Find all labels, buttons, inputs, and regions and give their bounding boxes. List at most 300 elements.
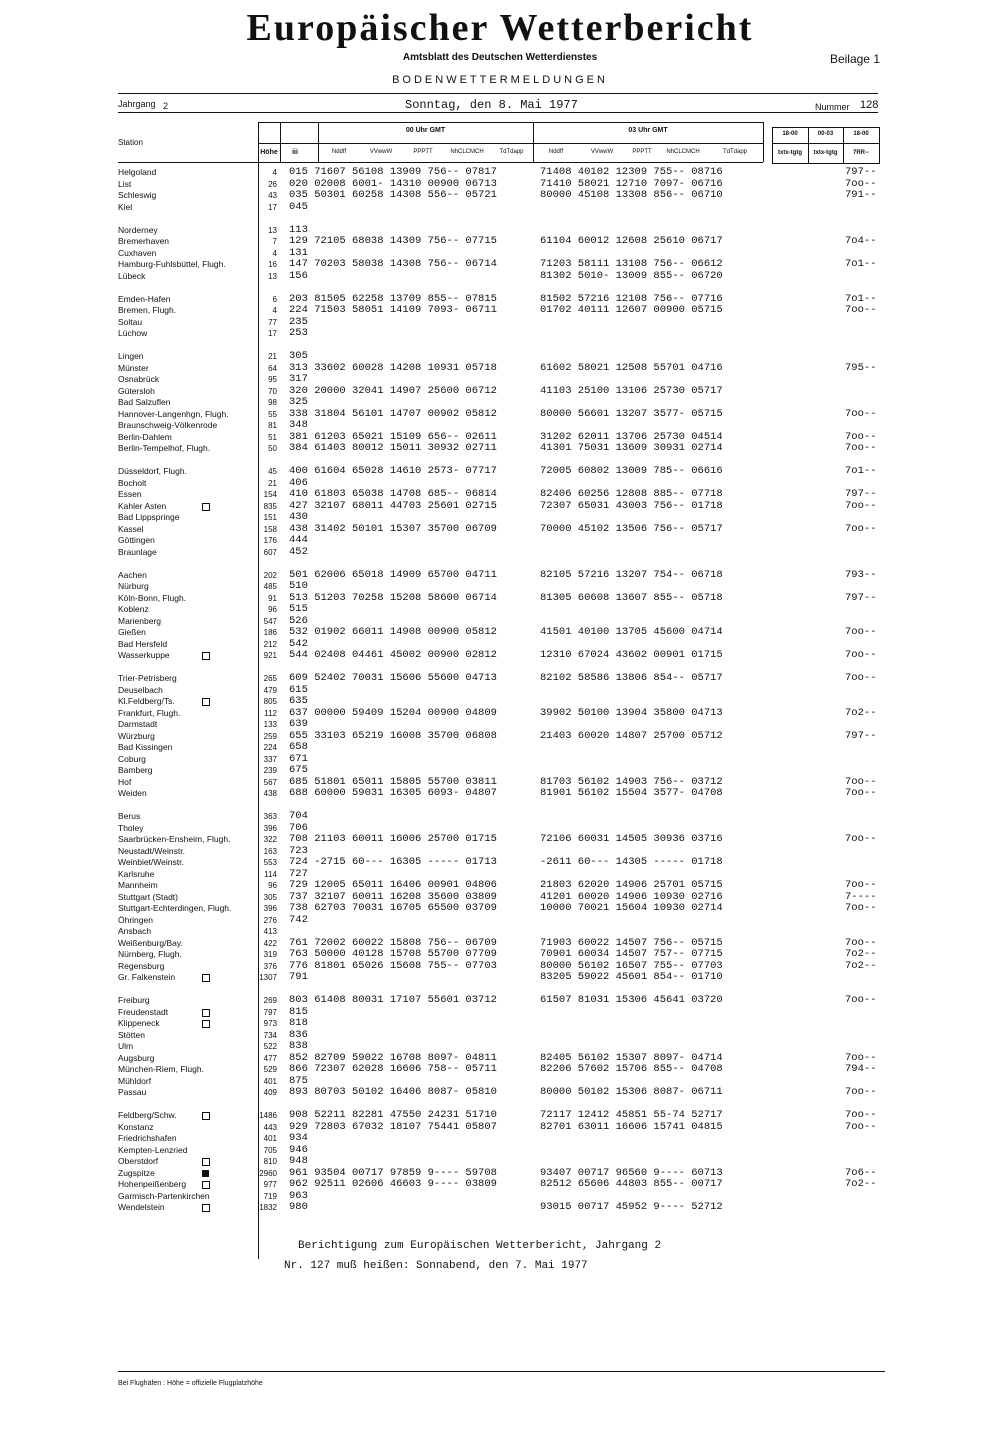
station-name-text: München-Riem, Flugh.	[118, 1064, 204, 1074]
obs-00-group: 203 81505 62258 13709 855-- 07815	[289, 292, 497, 305]
station-name-text: Lingen	[118, 351, 144, 361]
obs-00-group: 838	[289, 1040, 308, 1052]
station-name-text: Würzburg	[118, 730, 155, 741]
extremes-group: 797--	[845, 729, 877, 742]
station-name	[118, 420, 217, 432]
station-name-text: Bad Salzuflen	[118, 397, 171, 407]
obs-00-group: 893 80703 50102 16406 8087- 05810	[289, 1086, 497, 1098]
extremes-group: 791--	[845, 189, 877, 201]
extremes-top-3: 18-00	[853, 131, 869, 137]
station-name	[118, 1018, 160, 1030]
station-name-text: Nürburg	[118, 581, 149, 591]
extremes-group: 7oo--	[845, 787, 877, 799]
station-height: 98	[268, 398, 277, 407]
station-name	[118, 374, 159, 386]
station-row	[0, 512, 1000, 524]
extremes-group: 7oo--	[845, 430, 877, 443]
station-height: 522	[263, 1042, 277, 1051]
supplement-label: Beilage 1	[829, 52, 880, 66]
station-name	[118, 915, 153, 927]
obs-00-group: 729 12005 65011 16406 00901 04806	[289, 879, 497, 891]
station-height: 6	[272, 294, 277, 304]
station-name-text: Oberstdorf	[118, 1156, 159, 1166]
number-label: Nummer	[815, 102, 850, 112]
station-name	[118, 823, 144, 835]
obs-03-group: 93407 00717 96560 9---- 60713	[540, 1166, 723, 1179]
extremes-group: 7oo--	[845, 626, 877, 638]
issue-date: Sonntag, den 8. Mai 1977	[405, 98, 578, 112]
header-rule-top	[118, 93, 878, 94]
extremes-group: 7oo--	[845, 177, 877, 190]
station-name-text: Tholey	[118, 822, 144, 833]
station-row	[0, 489, 1000, 501]
station-name	[118, 259, 226, 271]
station-name	[118, 834, 230, 846]
station-height: 13	[268, 225, 277, 235]
mountain-station-icon	[202, 1181, 210, 1189]
station-row	[0, 1179, 1000, 1191]
station-name	[118, 409, 229, 421]
obs-03-group: 71903 60022 14507 756-- 05715	[540, 936, 723, 949]
station-name	[118, 788, 147, 800]
station-name-text: Göttingen	[118, 535, 155, 545]
station-name-text: Braunschweig-Völkenrode	[118, 420, 218, 430]
station-height: 319	[263, 950, 277, 959]
obs-00-group: 929 72803 67032 18107 75441 05807	[289, 1120, 497, 1133]
station-name-text: Bocholt	[118, 477, 147, 488]
station-height: 547	[263, 616, 277, 626]
station-name-text: Berus	[118, 811, 141, 821]
obs-03-group: 41301 75031 13609 30931 02714	[540, 442, 723, 454]
station-name-text: Neustadt/Weinstr.	[118, 845, 185, 856]
obs-03-group: 93015 00717 45952 9---- 52712	[540, 1201, 723, 1213]
extremes-group: 7oo--	[845, 649, 877, 661]
mountain-station-icon	[202, 1112, 210, 1120]
station-name	[118, 1007, 168, 1019]
station-name-text: Wendelstein	[118, 1202, 165, 1212]
station-row	[0, 972, 1000, 984]
station-row	[0, 363, 1000, 375]
station-name-text: Gießen	[118, 627, 146, 637]
obs-00-group: 305	[289, 350, 308, 362]
station-name-text: Schleswig	[118, 190, 157, 200]
volume-value: 2	[163, 101, 169, 111]
obs-00-group: 320 20000 32041 14907 25600 06712	[289, 384, 497, 397]
station-name	[118, 846, 185, 858]
obs-03-group: 81302 5010- 13009 855-- 06720	[540, 269, 723, 282]
station-name-text: Kassel	[118, 523, 144, 534]
table-vline-5	[763, 122, 764, 162]
station-name	[118, 248, 156, 260]
obs-03-group: 01702 40111 12607 00900 05715	[540, 304, 723, 316]
station-row	[0, 259, 1000, 271]
station-height: 734	[263, 1030, 277, 1040]
obs-03-group: 41103 25100 13106 25730 05717	[540, 384, 723, 397]
obs-00-group: 704	[289, 810, 308, 822]
station-row	[0, 535, 1000, 547]
obs-03-group: 80000 45108 13308 856-- 06710	[540, 189, 723, 201]
station-name	[118, 386, 155, 398]
obs-03-group: 72005 60802 13009 785-- 06616	[540, 465, 723, 477]
station-height: 13	[268, 271, 277, 281]
station-row	[0, 501, 1000, 513]
station-name-text: Essen	[118, 489, 142, 499]
obs-00-group: 510	[289, 580, 308, 592]
station-name-text: Weißenburg/Bay.	[118, 937, 183, 948]
extremes-group: 7oo--	[845, 672, 877, 684]
station-row	[0, 397, 1000, 409]
station-name-text: Weinbiet/Weinstr.	[118, 857, 184, 867]
station-row	[0, 202, 1000, 214]
obs-00-group: 776 81801 65026 15608 755-- 07703	[289, 959, 497, 972]
station-name-text: Berlin-Dahlem	[118, 431, 172, 442]
station-row	[0, 949, 1000, 961]
iii-header: iii	[292, 149, 298, 156]
station-row	[0, 731, 1000, 743]
obs-00-group: 156	[289, 269, 308, 282]
col03-ppptt: PPPTT	[632, 149, 652, 155]
station-row	[0, 305, 1000, 317]
station-height: 17	[268, 202, 277, 212]
obs-03-group: 72117 12412 45851 55-74 52717	[540, 1109, 723, 1121]
station-height: 112	[264, 708, 277, 718]
obs-00-group: 685 51801 65011 15805 55700 03811	[289, 775, 497, 788]
station-height: 4	[272, 168, 277, 177]
station-row	[0, 1122, 1000, 1134]
block-03-header: 03 Uhr GMT	[628, 127, 668, 134]
station-height: 413	[263, 927, 277, 936]
station-name	[118, 1202, 165, 1214]
station-height: 163	[263, 846, 277, 856]
obs-00-group: 658	[289, 741, 308, 753]
report-title: Europäischer Wetterbericht	[246, 7, 754, 49]
station-height: 239	[263, 766, 277, 775]
station-name	[118, 1076, 151, 1088]
station-height: 529	[263, 1065, 277, 1074]
col00-nddff: Nddff	[331, 149, 347, 155]
obs-00-group: 961 93504 00717 97859 9---- 59708	[289, 1166, 497, 1179]
station-height: 176	[263, 536, 277, 545]
station-row	[0, 1156, 1000, 1168]
station-height: 396	[263, 904, 277, 913]
station-name-text: Kl.Feldberg/Ts.	[118, 696, 175, 706]
obs-03-group: 71410 58021 12710 7097- 06716	[540, 177, 723, 190]
extremes-group: 7oo--	[845, 499, 877, 512]
station-row	[0, 627, 1000, 639]
station-name	[118, 524, 144, 536]
station-row	[0, 961, 1000, 973]
station-height: 96	[268, 881, 277, 890]
station-name	[118, 696, 175, 708]
extremes-group: 794--	[845, 1063, 877, 1075]
extremes-group: 793--	[845, 568, 877, 581]
station-name	[118, 512, 179, 524]
extremes-group: 7o2--	[845, 706, 877, 719]
obs-00-group: 763 50000 40128 15708 55700 07709	[289, 948, 497, 960]
obs-03-group: 82701 63011 16606 15741 04815	[540, 1120, 723, 1133]
station-name-text: Saarbrücken-Ensheim, Flugh.	[118, 834, 231, 844]
station-row	[0, 604, 1000, 616]
station-height: 479	[263, 685, 277, 695]
obs-03-group: 81305 60608 13607 855-- 05718	[540, 591, 723, 604]
station-name	[118, 190, 156, 202]
station-name	[118, 1191, 210, 1203]
station-row	[0, 719, 1000, 731]
station-name	[118, 351, 144, 363]
obs-00-group: 980	[289, 1201, 308, 1213]
station-name-text: Passau	[118, 1087, 147, 1097]
station-name	[118, 501, 166, 513]
extremes-group: 7o6--	[845, 1166, 877, 1179]
extremes-group: 797--	[845, 591, 877, 604]
station-name-text: Braunlage	[118, 546, 157, 557]
obs-00-group: 706	[289, 821, 308, 834]
obs-00-group: 675	[289, 764, 308, 776]
obs-00-group: 410 61803 65038 14708 685-- 06814	[289, 488, 497, 500]
extremes-group: 7o1--	[845, 465, 877, 477]
station-row	[0, 685, 1000, 697]
obs-00-group: 655 33103 65219 16008 35700 06808	[289, 729, 497, 742]
mountain-station-icon	[202, 1158, 210, 1166]
station-row	[0, 317, 1000, 329]
station-name	[118, 777, 131, 789]
station-row	[0, 995, 1000, 1007]
table-header-rule-3	[118, 162, 763, 163]
obs-00-group: 963	[289, 1189, 308, 1202]
obs-00-group: 742	[289, 913, 308, 926]
station-name	[118, 880, 158, 892]
station-row	[0, 1145, 1000, 1157]
station-row	[0, 547, 1000, 559]
col00-clouds: NhCLCMCH	[450, 149, 484, 155]
station-height: 151	[263, 513, 277, 522]
station-height: 401	[263, 1076, 277, 1086]
station-height: 265	[263, 674, 277, 683]
station-height: 396	[263, 823, 277, 833]
station-name-text: Zugspitze	[118, 1167, 155, 1178]
station-height: 305	[263, 892, 277, 902]
station-height: 276	[263, 915, 277, 925]
extremes-group: 7----	[845, 890, 877, 903]
station-height: 477	[263, 1053, 277, 1063]
station-row	[0, 834, 1000, 846]
station-name-text: Helgoland	[118, 167, 157, 177]
station-row	[0, 754, 1000, 766]
mountain-station-filled-icon	[202, 1170, 209, 1177]
station-name	[118, 1179, 186, 1191]
obs-00-group: 526	[289, 614, 308, 627]
station-height: 409	[263, 1088, 277, 1097]
volume-label: Jahrgang	[118, 99, 156, 109]
station-row	[0, 811, 1000, 823]
station-name	[118, 685, 163, 697]
station-height: 7	[272, 237, 277, 246]
number-value: 128	[860, 99, 879, 111]
obs-03-group: 83205 59022 45601 854-- 01710	[540, 971, 723, 983]
station-name	[118, 179, 131, 191]
station-name	[118, 294, 170, 306]
station-height: 797	[263, 1007, 277, 1017]
station-name-text: Weiden	[118, 788, 147, 798]
station-name-text: Regensburg	[118, 960, 165, 971]
col03-vvwww: VVwwW	[590, 149, 614, 155]
obs-00-group: 313 33602 60028 14208 10931 05718	[289, 361, 497, 374]
extremes-group: 7o2--	[845, 1178, 877, 1190]
extremes-bottom-2: txtx-tgtg	[813, 150, 838, 156]
obs-03-group: 82405 56102 15307 8097- 04714	[540, 1051, 723, 1064]
station-name	[118, 938, 183, 950]
extremes-bottom-3: 7RR--	[853, 150, 869, 156]
station-name-text: Koblenz	[118, 604, 149, 614]
obs-03-group: 82512 65606 44803 855-- 00717	[540, 1178, 723, 1190]
obs-00-group: 045	[289, 200, 308, 213]
station-row	[0, 271, 1000, 283]
station-name	[118, 754, 146, 766]
obs-03-group: 82206 57602 15706 855-- 04708	[540, 1063, 723, 1075]
extremes-group: 7oo--	[845, 442, 877, 454]
extremes-group: 797--	[845, 166, 877, 178]
station-row	[0, 1133, 1000, 1145]
obs-00-group: 400 61604 65028 14610 2573- 07717	[289, 465, 497, 477]
col03-nddff: Nddff	[548, 149, 564, 155]
station-name	[118, 639, 167, 651]
station-name	[118, 443, 210, 455]
col00-vvwww: VVwwW	[369, 149, 393, 155]
station-name	[118, 236, 169, 248]
station-height: 45	[268, 467, 277, 476]
station-height: 81	[268, 421, 277, 430]
obs-03-group: 61602 58021 12508 55701 04716	[540, 361, 723, 374]
station-height: 553	[263, 858, 277, 867]
obs-00-group: 791	[289, 971, 308, 983]
station-row	[0, 742, 1000, 754]
station-name	[118, 616, 161, 628]
obs-00-group: 544 02408 04461 45002 00900 02812	[289, 649, 497, 661]
extremes-group: 7oo--	[845, 1051, 877, 1064]
station-name-text: Ansbach	[118, 926, 152, 936]
extremes-group: 7oo--	[845, 994, 877, 1006]
station-height: 4	[272, 306, 277, 315]
extremes-group: 7o4--	[845, 235, 877, 247]
col03-tdapp: TdTdapp	[722, 149, 747, 155]
station-row	[0, 443, 1000, 455]
station-name-text: Klippeneck	[118, 1018, 160, 1028]
obs-00-group: 908 52211 82281 47550 24231 51710	[289, 1109, 497, 1121]
station-name	[118, 1087, 146, 1099]
obs-00-group: 542	[289, 637, 308, 650]
station-name-text: Bad Kissingen	[118, 742, 173, 752]
station-name-text: Kahler Asten	[118, 500, 167, 511]
station-height: 96	[268, 605, 277, 614]
station-name-text: Hof	[118, 776, 132, 787]
station-height: 55	[268, 409, 277, 419]
station-height: 50	[268, 444, 277, 453]
station-row	[0, 328, 1000, 340]
station-row	[0, 1030, 1000, 1042]
station-height: 567	[263, 777, 277, 787]
station-height: 977	[263, 1180, 277, 1189]
obs-00-group: 452	[289, 545, 308, 558]
obs-00-group: 406	[289, 476, 308, 489]
station-row	[0, 903, 1000, 915]
station-name	[118, 972, 175, 984]
obs-03-group: 31202 62011 13706 25730 04514	[540, 430, 723, 443]
station-name-text: Berlin-Tempelhof, Flugh.	[118, 443, 211, 453]
obs-00-group: 513 51203 70258 15208 58600 06714	[289, 591, 497, 604]
obs-03-group: 10000 70021 15604 10930 02714	[540, 902, 723, 914]
station-name	[118, 167, 156, 179]
station-height: 16	[268, 260, 277, 269]
station-height: 337	[263, 754, 277, 764]
correction-line-2: Nr. 127 muß heißen: Sonnabend, den 7. Mai 1977	[284, 1260, 588, 1272]
obs-00-group: 384 61403 80012 15011 30932 02711	[289, 442, 497, 454]
station-name	[118, 961, 164, 973]
station-name	[118, 1110, 177, 1122]
obs-00-group: 635	[289, 695, 308, 707]
mountain-station-icon	[202, 1020, 210, 1028]
obs-03-group: 82406 60256 12808 885-- 07718	[540, 488, 723, 500]
station-height: 77	[268, 317, 277, 327]
station-row	[0, 386, 1000, 398]
station-height: 212	[263, 639, 277, 649]
extremes-group: 7oo--	[845, 407, 877, 420]
station-height: 51	[268, 432, 277, 442]
station-name-text: Öhringen	[118, 914, 153, 925]
obs-00-group: 615	[289, 683, 308, 696]
station-name	[118, 765, 153, 777]
station-name-text: Ulm	[118, 1041, 134, 1051]
obs-00-group: 381 61203 65021 15109 656-- 02611	[289, 430, 497, 443]
obs-03-group: 72307 65031 43003 756-- 01718	[540, 499, 723, 512]
obs-03-group: 82105 57216 13207 754-- 06718	[540, 568, 723, 581]
obs-00-group: 035 50301 60258 14308 556-- 05721	[289, 189, 497, 201]
station-name	[118, 903, 231, 915]
section-title: BODENWETTERMELDUNGEN	[392, 74, 608, 86]
obs-00-group: 338 31804 56101 14707 00902 05812	[289, 407, 497, 420]
station-height: 21	[268, 352, 277, 361]
station-name-text: Lübeck	[118, 270, 146, 281]
extremes-group: 797--	[845, 488, 877, 500]
station-name-text: Stötten	[118, 1029, 145, 1040]
station-row	[0, 650, 1000, 662]
station-name-text: Mühldorf	[118, 1075, 152, 1086]
station-name	[118, 1053, 154, 1065]
station-height: 269	[263, 996, 277, 1005]
station-name-text: Lüchow	[118, 328, 148, 338]
station-row	[0, 1041, 1000, 1053]
station-height: 43	[268, 191, 277, 200]
station-row	[0, 1018, 1000, 1030]
station-name-text: Gr. Falkenstein	[118, 972, 176, 982]
obs-00-group: 325	[289, 396, 308, 408]
station-name-text: Feldberg/Schw.	[118, 1110, 177, 1120]
extremes-box-rule	[772, 143, 880, 144]
station-row	[0, 788, 1000, 800]
station-name	[118, 547, 157, 559]
station-name	[118, 397, 170, 409]
station-name	[118, 328, 147, 340]
station-name-text: Emden-Hafen	[118, 293, 171, 304]
station-row	[0, 765, 1000, 777]
station-name	[118, 1156, 158, 1168]
obs-03-group: 70000 45102 13506 756-- 05717	[540, 522, 723, 535]
station-name-text: Karlsruhe	[118, 868, 155, 879]
station-name-text: Hamburg-Fuhlsbüttel, Flugh.	[118, 259, 226, 269]
station-height: 133	[263, 720, 277, 729]
station-name-text: Kempten-Lenzried	[118, 1144, 188, 1155]
obs-00-group: 515	[289, 603, 308, 615]
station-name	[118, 1168, 155, 1180]
